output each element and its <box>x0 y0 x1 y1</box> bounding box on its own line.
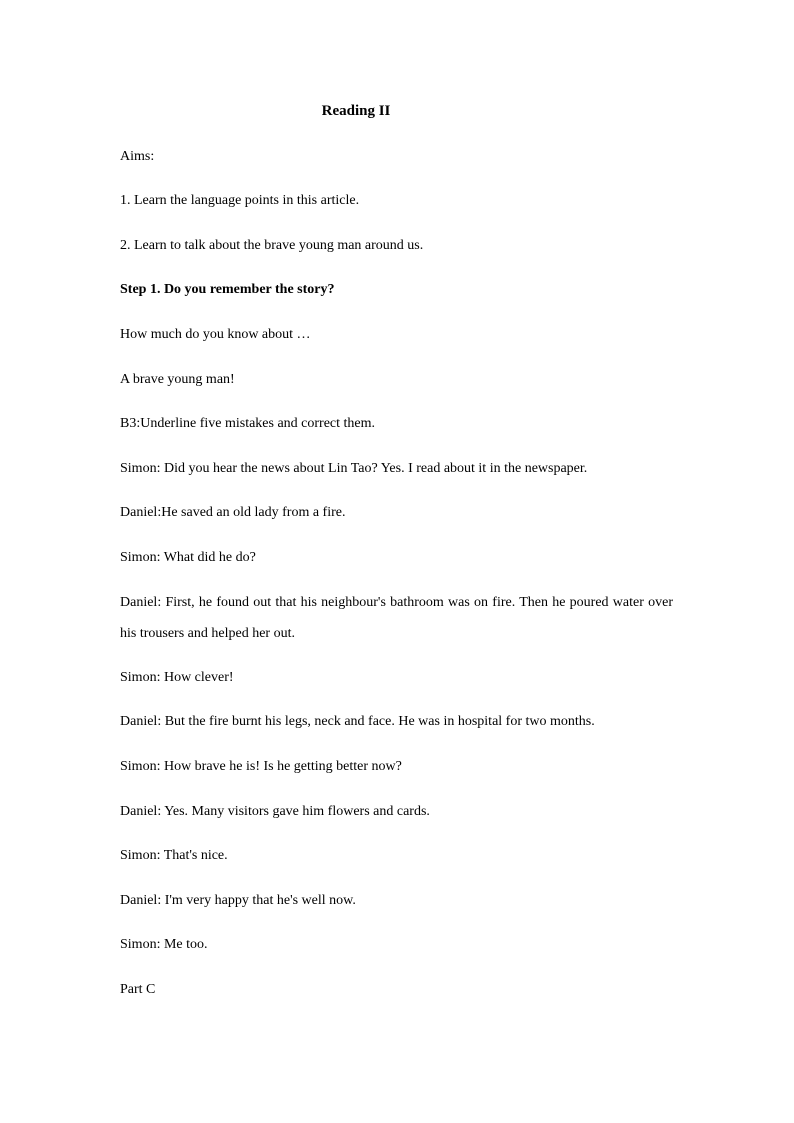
aim-item-1: 1. Learn the language points in this article. <box>120 193 360 208</box>
part-c-heading: Part C <box>120 982 156 997</box>
dialogue-line: Simon: How clever! <box>120 670 234 685</box>
document-title: Reading II <box>321 103 391 119</box>
brave-young-man-text: A brave young man! <box>120 372 235 387</box>
dialogue-line: Simon: That's nice. <box>120 848 228 863</box>
dialogue-line: Simon: How brave he is! Is he getting better now? <box>120 759 402 774</box>
b3-instruction: B3:Underline five mistakes and correct them. <box>120 416 376 431</box>
dialogue-line: Daniel: I'm very happy that he's well now. <box>120 893 356 908</box>
dialogue-line: Daniel:He saved an old lady from a fire. <box>120 505 346 520</box>
step1-heading: Step 1. Do you remember the story? <box>120 282 335 297</box>
dialogue-line: Daniel: Yes. Many visitors gave him flowers and cards. <box>120 804 430 819</box>
dialogue-line: Simon: Did you hear the news about Lin Tao? Yes. I read about it in the newspaper. <box>120 461 588 476</box>
dialogue-line: Simon: What did he do? <box>120 550 256 565</box>
dialogue-line: Simon: Me too. <box>120 937 208 952</box>
dialogue-line: Daniel: First, he found out that his neighbour's bathroom was on fire. Then he poured water over his trousers and helped her out. <box>120 595 673 641</box>
how-much-question: How much do you know about … <box>120 327 311 342</box>
aims-heading: Aims: <box>120 149 155 164</box>
aim-item-2: 2. Learn to talk about the brave young man around us. <box>120 238 424 253</box>
dialogue-line: Daniel: But the fire burnt his legs, neck and face. He was in hospital for two months. <box>120 714 595 729</box>
